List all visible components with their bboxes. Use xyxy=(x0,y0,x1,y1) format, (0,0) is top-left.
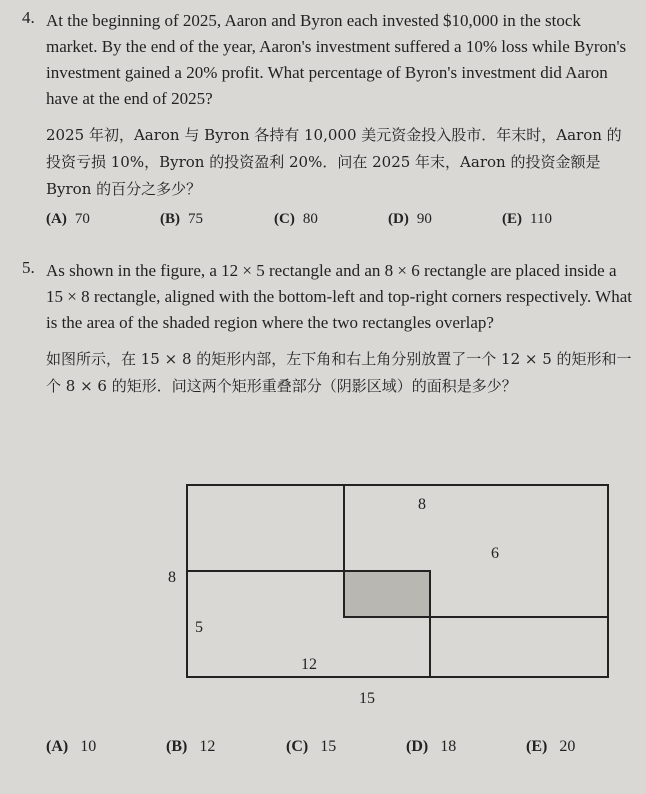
option-a: (A) 70 xyxy=(46,211,90,227)
question-text: As shown in the figure, a 12 × 5 rectangle and an 8 × 6 rectangle are placed inside a 15 × 8 rectangle, aligned with the bottom-left and top-right corners respectively. What is the area of the shaded region where the two rectangles overlap? xyxy=(46,261,632,332)
label-outer-width: 15 xyxy=(359,690,375,707)
option-c: (C) 80 xyxy=(274,211,318,227)
rectangle-figure xyxy=(160,478,630,708)
label-top-height: 6 xyxy=(491,545,499,562)
question-text-chinese: 2025 年初，Aaron 与 Byron 各持有 10,000 美元资金投入股市．年末时，Aaron 的投资亏损 10%，Byron 的投资盈利 20%．问在 2025 年末，Aaron 的投资金额是 Byron 的百分之多少？ xyxy=(46,126,622,198)
question-number: 5. xyxy=(22,258,35,277)
option-e: (E) 20 xyxy=(526,738,576,755)
label-outer-height: 8 xyxy=(168,569,176,586)
option-b: (B) 75 xyxy=(160,211,203,227)
option-e: (E) 110 xyxy=(502,211,552,227)
question-4 xyxy=(22,8,632,228)
option-d: (D) 90 xyxy=(388,211,432,227)
option-c: (C) 15 xyxy=(286,738,337,755)
answer-options xyxy=(46,211,632,228)
question-number: 4. xyxy=(22,8,35,27)
question-5 xyxy=(22,258,632,400)
answer-options xyxy=(46,738,646,756)
label-top-width: 8 xyxy=(418,496,426,513)
question-text-chinese: 如图所示，在 15 × 8 的矩形内部，左下角和右上角分别放置了一个 12 × 5 的矩形和一个 8 × 6 的矩形．问这两个矩形重叠部分（阴影区域）的面积是多少？ xyxy=(46,350,632,395)
option-d: (D) 18 xyxy=(406,738,457,755)
label-small-width: 12 xyxy=(301,656,317,673)
option-b: (B) 12 xyxy=(166,738,216,755)
label-small-height: 5 xyxy=(195,619,203,636)
option-a: (A) 10 xyxy=(46,738,97,755)
shaded-overlap xyxy=(344,571,430,617)
question-text: At the beginning of 2025, Aaron and Byron each invested $10,000 in the stock market. By the end of the year, Aaron's investment suffered a 10% loss while Byron's investment gained a 20% profit. What percentage of Byron's investment did Aaron have at the end of 2025? xyxy=(46,11,627,108)
